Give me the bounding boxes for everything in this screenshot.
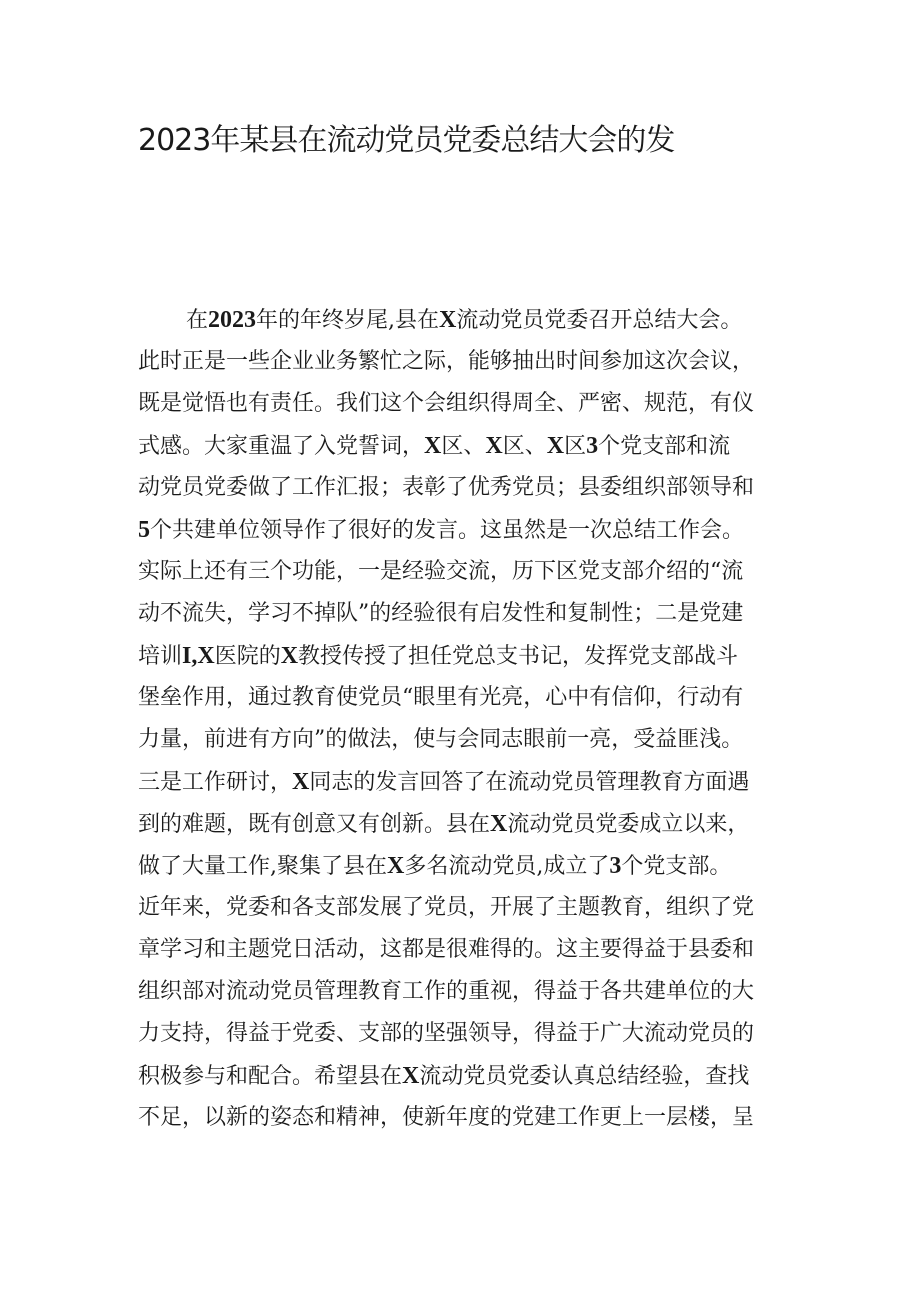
text-segment: 医院的: [214, 644, 281, 669]
text-segment: 实际上还有三个功能，一是经验交流，历下区党支部介绍的“流: [138, 559, 744, 584]
bold-segment: 5: [138, 517, 150, 543]
bold-segment: X: [402, 1063, 420, 1089]
text-segment: 区: [564, 434, 587, 459]
text-line: [138, 887, 798, 929]
bold-segment: X: [439, 307, 457, 333]
text-segment: 流动党员党委召开总结大会。: [456, 308, 743, 333]
text-line: [138, 845, 798, 887]
bold-segment: X: [387, 853, 405, 879]
text-line: [138, 551, 798, 593]
text-segment: 区、: [502, 434, 547, 459]
text-segment: 流动党员党委成立以来，: [507, 812, 750, 837]
text-segment: 近年来，党委和各支部发展了党员，开展了主题教育，组织了党: [138, 895, 755, 920]
text-segment: 组织部对流动党员管理教育工作的重视，得益于各共建单位的大: [138, 979, 755, 1004]
bold-segment: X: [546, 433, 565, 459]
text-line: [138, 677, 798, 719]
document-title: 2023年某县在流动党员党委总结大会的发: [138, 123, 675, 158]
text-segment: 多名流动党员,成立了: [404, 854, 610, 879]
text-segment: 区、: [441, 434, 486, 459]
text-line: [138, 761, 798, 803]
text-segment: 堡垒作用，通过教育使党员“眼里有光亮，心中有信仰，行动有: [138, 685, 744, 710]
text-segment: 个共建单位领导作了很好的发言。这虽然是一次总结工作会。: [150, 518, 745, 543]
bold-segment: 2023: [208, 307, 257, 333]
text-segment: 力量，前进有方向”的做法，使与会同志眼前一亮，受益匪浅。: [138, 727, 744, 752]
text-segment: 个党支部。: [621, 854, 732, 879]
text-segment: 培训: [138, 644, 183, 669]
text-segment: 同志的发言回答了在流动党员管理教育方面遇: [309, 770, 750, 795]
text-line: [138, 299, 798, 341]
text-line: [138, 971, 798, 1013]
text-line: [138, 635, 798, 677]
text-line: [138, 1055, 798, 1097]
text-line: [138, 929, 798, 971]
bold-segment: I,X: [182, 643, 215, 669]
text-segment: 力支持，得益于党委、支部的坚强领导，得益于广大流动党员的: [138, 1021, 755, 1046]
text-segment: 动不流失，学习不掉队”的经验很有启发性和复制性；二是党建: [138, 601, 744, 626]
text-segment: 式感。大家重温了入党誓词，: [138, 434, 425, 459]
text-line: [138, 1097, 798, 1139]
text-segment: 既是觉悟也有责任。我们这个会组织得周全、严密、规范，有仪: [138, 391, 755, 416]
text-line: [138, 383, 798, 425]
text-line: [138, 719, 798, 761]
text-segment: 做了大量工作,聚集了县在: [138, 854, 387, 879]
bold-segment: 3: [609, 853, 622, 879]
text-segment: 动党员党委做了工作汇报；表彰了优秀党员；县委组织部领导和: [138, 475, 755, 500]
text-line: [138, 803, 798, 845]
text-segment: 个党支部和流: [598, 434, 731, 459]
body-paragraph: [138, 299, 798, 1139]
text-segment: 在: [186, 308, 209, 333]
text-segment: 此时正是一些企业业务繁忙之际，能够抽出时间参加这次会议，: [138, 349, 755, 374]
text-line: [138, 1013, 798, 1055]
text-segment: 三是工作研讨，: [138, 770, 293, 795]
bold-segment: X: [292, 769, 310, 795]
bold-segment: X: [485, 433, 503, 459]
text-segment: 教授传授了担任党总支书记，发挥党支部战斗: [298, 644, 739, 669]
bold-segment: X: [490, 811, 508, 837]
text-segment: 到的难题，既有创意又有创新。县在: [138, 812, 491, 837]
text-line: [138, 425, 798, 467]
text-segment: 流动党员党委认真总结经验，查找: [419, 1064, 750, 1089]
bold-segment: 3: [586, 433, 599, 459]
text-line: [138, 341, 798, 383]
text-segment: 年的年终岁尾,县在: [256, 308, 440, 333]
bold-segment: X: [280, 643, 299, 669]
text-line: [138, 509, 798, 551]
bold-segment: X: [424, 433, 442, 459]
text-segment: 不足，以新的姿态和精神，使新年度的党建工作更上一层楼，呈: [138, 1105, 755, 1130]
text-line: [138, 593, 798, 635]
text-line: [138, 467, 798, 509]
text-segment: 积极参与和配合。希望县在: [138, 1064, 403, 1089]
text-segment: 章学习和主题党日活动，这都是很难得的。这主要得益于县委和: [138, 937, 755, 962]
